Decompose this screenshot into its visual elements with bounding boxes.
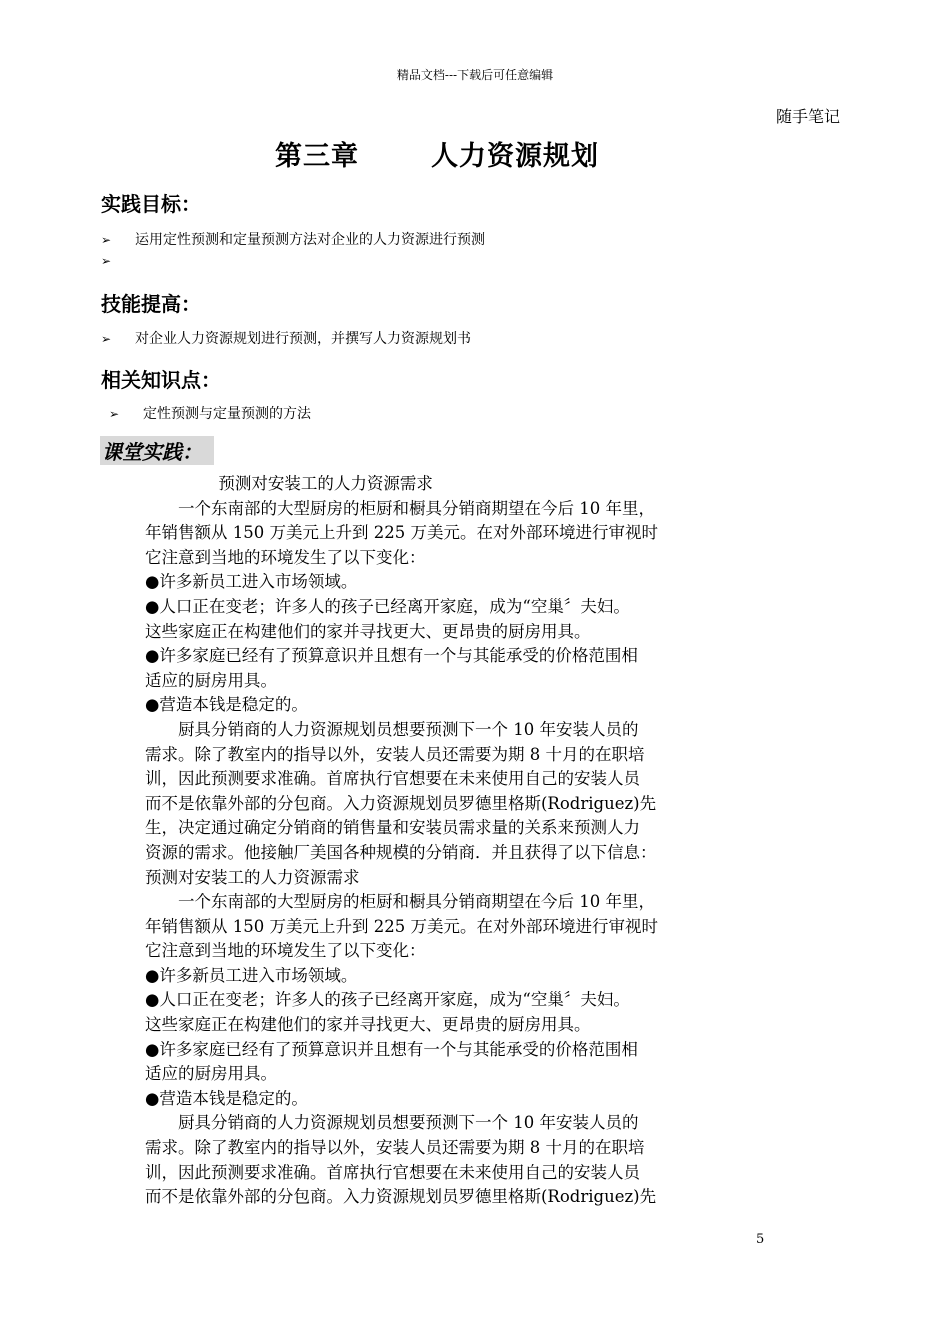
- body-line: 需求。除了教室内的指导以外，安装人员还需要为期 8 十月的在职培: [145, 744, 645, 764]
- body-line: 预测对安装工的人力资源需求: [145, 474, 433, 493]
- body-line: ●人口正在变老；许多人的孩子已经离开家庭，成为“空巢〞夫妇。: [145, 990, 630, 1010]
- body-line: 而不是依靠外部的分包商。入力资源规划员罗德里格斯(Rodriguez)先: [145, 1187, 657, 1207]
- case-study-body: [145, 472, 745, 1210]
- body-line: 厨具分销商的人力资源规划员想要预测下一个 10 年安装人员的: [145, 1113, 639, 1133]
- body-line: ●人口正在变老；许多人的孩子已经离开家庭，成为“空巢〞夫妇。: [145, 596, 630, 616]
- body-line: ●许多家庭已经有了预算意识并且想有一个与其能承受的价格范围相: [145, 646, 638, 666]
- body-line: ●许多新员工进入市场领域。: [145, 965, 358, 985]
- bullet-item: [109, 403, 311, 423]
- body-line: ●营造本钱是稳定的。: [145, 695, 308, 715]
- body-line: 适应的厨房用具。: [145, 1064, 277, 1084]
- bullet-arrow-icon: ➢: [101, 233, 112, 247]
- section-heading-knowledge: 相关知识点：: [101, 368, 221, 392]
- bullet-text: 对企业人力资源规划进行预测，并撰写人力资源规划书: [135, 331, 471, 347]
- body-line: ●营造本钱是稳定的。: [145, 1088, 308, 1108]
- body-line: 适应的厨房用具。: [145, 670, 277, 690]
- section-heading-goals: 实践目标：: [101, 192, 201, 216]
- body-line: 生，决定通过确定分销商的销售量和安装员需求量的关系来预测人力: [145, 818, 640, 838]
- body-line: 年销售额从 150 万美元上升到 225 万美元。在对外部环境进行审视时: [145, 523, 658, 543]
- chapter-title: [275, 134, 599, 173]
- chapter-number: 第三章: [275, 141, 359, 172]
- body-line: 厨具分销商的人力资源规划员想要预测下一个 10 年安装人员的: [145, 719, 639, 739]
- body-line: 需求。除了教室内的指导以外，安装人员还需要为期 8 十月的在职培: [145, 1138, 645, 1158]
- body-line: 预测对安装工的人力资源需求: [145, 867, 360, 887]
- bullet-arrow-icon: ➢: [109, 407, 120, 421]
- bullet-text: 定性预测与定量预测的方法: [143, 406, 311, 422]
- body-line: 而不是依靠外部的分包商。入力资源规划员罗德里格斯(Rodriguez)先: [145, 793, 657, 813]
- body-line: 训，因此预测要求准确。首席执行官想要在未来使用自己的安装人员: [145, 1162, 640, 1182]
- bullet-item: [101, 229, 485, 249]
- body-line: 这些家庭正在构建他们的家并寻找更大、更昂贵的厨房用具。: [145, 1015, 591, 1035]
- bullet-text: 运用定性预测和定量预测方法对企业的人力资源进行预测: [135, 232, 485, 248]
- bullet-item: [101, 253, 135, 269]
- body-line: 这些家庭正在构建他们的家并寻找更大、更昂贵的厨房用具。: [145, 621, 591, 641]
- section-heading-skills: 技能提高：: [101, 292, 201, 316]
- body-line: ●许多新员工进入市场领域。: [145, 572, 358, 592]
- bullet-arrow-icon: ➢: [101, 332, 112, 346]
- body-line: 年销售额从 150 万美元上升到 225 万美元。在对外部环境进行审视时: [145, 916, 658, 936]
- body-line: 它注意到当地的环境发生了以下变化：: [145, 941, 426, 961]
- body-line: 一个东南部的大型厨房的柜厨和橱具分销商期望在今后 10 年里，: [145, 498, 655, 518]
- body-line: ●许多家庭已经有了预算意识并且想有一个与其能承受的价格范围相: [145, 1039, 638, 1059]
- header-note: 精品文档---下载后可任意编辑: [396, 68, 554, 82]
- chapter-name: 人力资源规划: [431, 141, 599, 172]
- body-line: 资源的需求。他接触厂美国各种规模的分销商．并且获得了以下信息：: [145, 842, 657, 862]
- page-number: 5: [756, 1232, 765, 1247]
- side-note: 随手笔记: [775, 107, 840, 126]
- body-line: 训，因此预测要求准确。首席执行官想要在未来使用自己的安装人员: [145, 769, 640, 789]
- body-line: 它注意到当地的环境发生了以下变化：: [145, 547, 426, 567]
- body-line: 一个东南部的大型厨房的柜厨和橱具分销商期望在今后 10 年里，: [145, 892, 655, 912]
- bullet-item: [101, 328, 471, 348]
- bullet-arrow-icon: ➢: [101, 254, 112, 268]
- section-heading-practice: 课堂实践：: [100, 436, 214, 465]
